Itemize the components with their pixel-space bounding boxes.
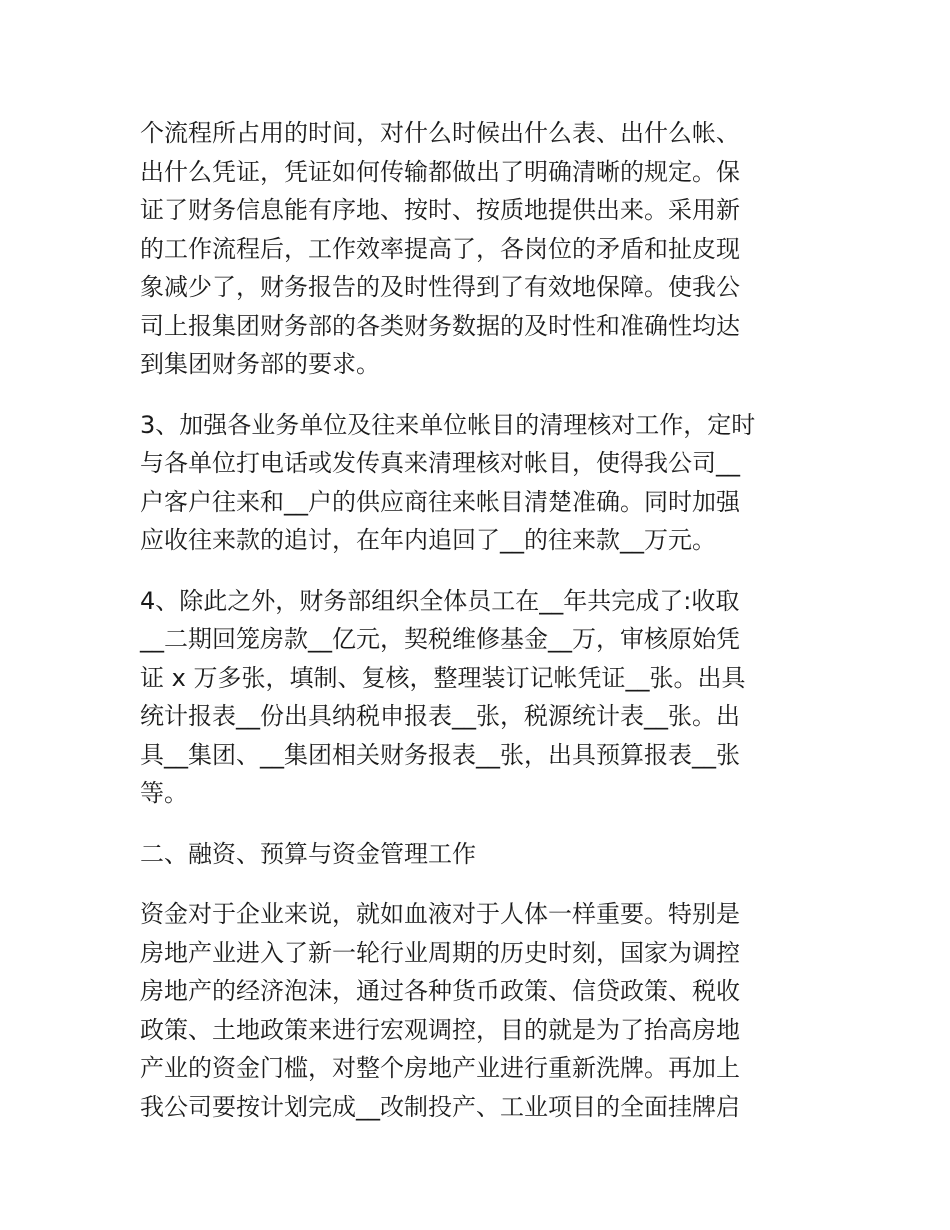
text-line: 个流程所占用的时间，对什么时候出什么表、出什么帐、: [140, 119, 740, 147]
document-body: [140, 114, 820, 1148]
paragraph-continuation: [140, 114, 820, 384]
text-line: 资金对于企业来说，就如血液对于人体一样重要。特别是: [140, 900, 740, 928]
text-line: 3、加强各业务单位及往来单位帐目的清理核对工作，定时: [140, 410, 756, 439]
text-line: 到集团财务部的要求。: [140, 350, 380, 378]
text-line: 出什么凭证，凭证如何传输都做出了明确清晰的规定。保: [140, 157, 740, 186]
text-line: 我公司要按计划完成__改制投产、工业项目的全面挂牌启: [140, 1092, 740, 1121]
paragraph-item-4: [140, 582, 820, 813]
section-heading: [140, 835, 820, 874]
text-line: 的工作流程后，工作效率提高了，各岗位的矛盾和扯皮现: [140, 234, 740, 263]
text-line: 司上报集团财务部的各类财务数据的及时性和准确性均达: [140, 311, 740, 340]
text-line: 统计报表__份出具纳税申报表__张，税源统计表__张。出: [140, 702, 740, 730]
text-line: 户客户往来和__户的供应商往来帐目清楚准确。同时加强: [140, 487, 740, 516]
text-line: 象减少了，财务报告的及时性得到了有效地保障。使我公: [140, 273, 740, 301]
text-line: 具__集团、__集团相关财务报表__张，出具预算报表__张: [140, 740, 740, 769]
paragraph-item-3: [140, 406, 820, 560]
text-line: __二期回笼房款__亿元，契税维修基金__万，审核原始凭: [140, 625, 740, 653]
paragraph-funds: [140, 895, 820, 1126]
text-line: 房地产业进入了新一轮行业周期的历史时刻，国家为调控: [140, 938, 740, 967]
text-line: 证了财务信息能有序地、按时、按质地提供出来。采用新: [140, 196, 740, 224]
text-line: 等。: [140, 779, 188, 807]
text-line: 与各单位打电话或发传真来清理核对帐目，使得我公司__: [140, 449, 740, 477]
text-line: 应收往来款的追讨，在年内追回了__的往来款__万元。: [140, 526, 716, 554]
text-line: 4、除此之外，财务部组织全体员工在__年共完成了:收取: [140, 586, 740, 615]
text-line: 产业的资金门槛，对整个房地产业进行重新洗牌。再加上: [140, 1054, 740, 1082]
heading-text: 二、融资、预算与资金管理工作: [140, 839, 476, 868]
text-line: 政策、土地政策来进行宏观调控，目的就是为了抬高房地: [140, 1015, 740, 1044]
text-line: 房地产的经济泡沫，通过各种货币政策、信贷政策、税收: [140, 977, 740, 1005]
text-line: 证 x 万多张，填制、复核，整理装订记帐凭证__张。出具: [140, 663, 746, 692]
